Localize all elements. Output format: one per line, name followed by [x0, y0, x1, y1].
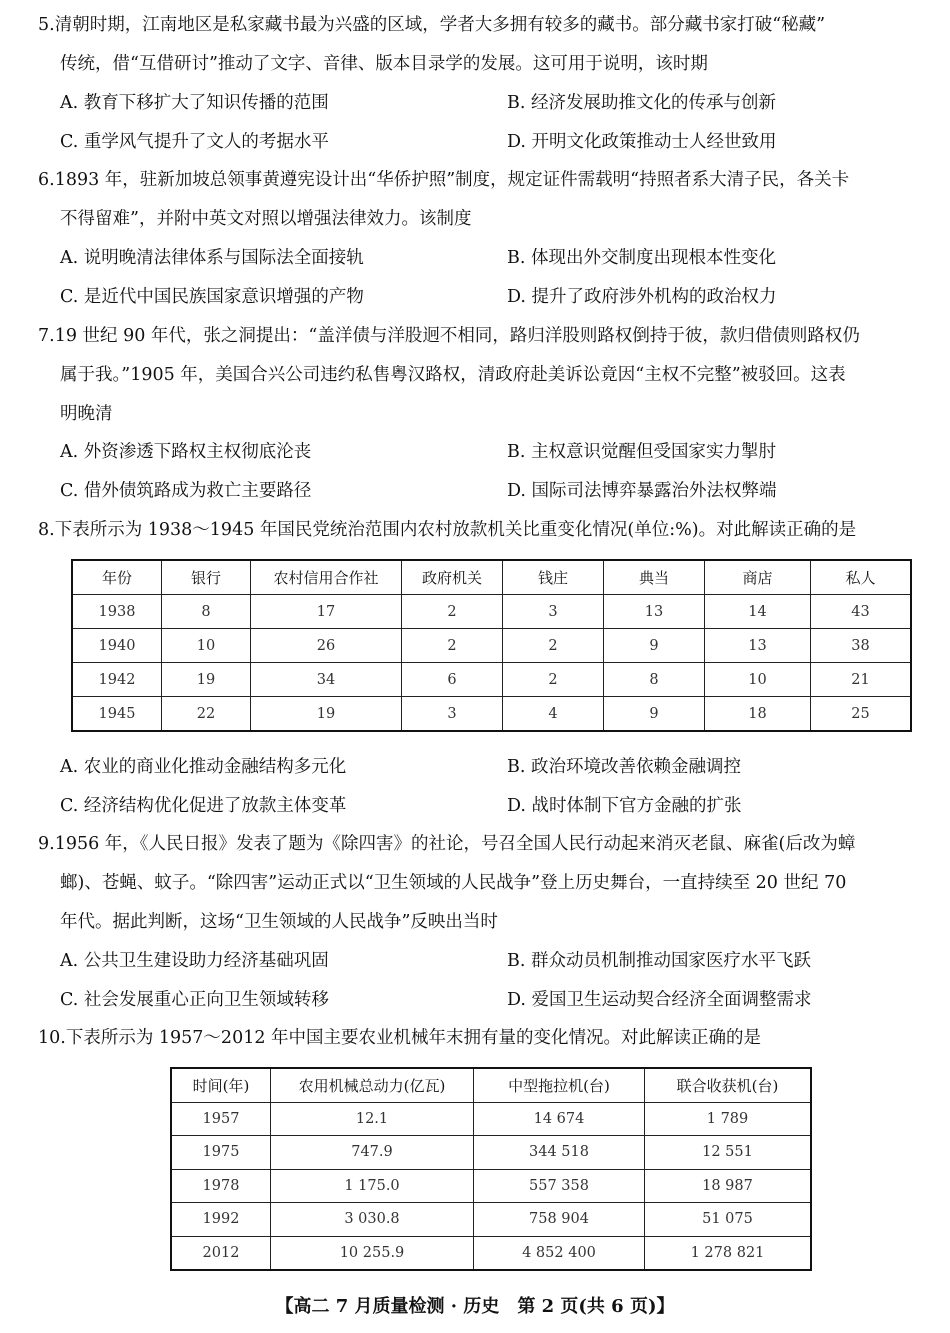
- question-7-line-1: 7.19 世纪 90 年代，张之洞提出：“盖洋债与洋股迥不相同，路归洋股则路权倒持于彼，款归借债则路权仍: [38, 326, 860, 346]
- table-cell: 9: [604, 697, 705, 732]
- table-row: [171, 1203, 811, 1237]
- option-a: A. 公共卫生建设助力经济基础巩固: [60, 951, 329, 971]
- option-a: A. 外资渗透下路权主权彻底沦丧: [60, 442, 312, 462]
- table-cell: 758 904: [474, 1203, 645, 1237]
- option-d: D. 爱国卫生运动契合经济全面调整需求: [507, 989, 812, 1010]
- option-c: C. 社会发展重心正向卫生领域转移: [60, 989, 329, 1010]
- table-cell: 9: [604, 629, 705, 663]
- option-d: D. 开明文化政策推动士人经世致用: [507, 131, 777, 152]
- question-6: [38, 161, 918, 239]
- option-b: B. 群众动员机制推动国家医疗水平飞跃: [507, 951, 811, 971]
- table-cell: 25: [811, 697, 912, 732]
- table-header: 联合收获机(台): [645, 1068, 812, 1102]
- option-a: A. 说明晚清法律体系与国际法全面接轨: [60, 248, 364, 268]
- table-cell: 1975: [171, 1136, 271, 1170]
- option-d: D. 提升了政府涉外机构的政治权力: [507, 286, 777, 307]
- table-cell: 1992: [171, 1203, 271, 1237]
- table-cell: 1945: [72, 697, 162, 732]
- table-header-row: [171, 1068, 811, 1102]
- table-cell: 1 789: [645, 1102, 812, 1136]
- table-row: [171, 1102, 811, 1136]
- question-9-options: [60, 942, 920, 1019]
- table-header: 商店: [705, 560, 811, 595]
- table-cell: 1978: [171, 1169, 271, 1203]
- question-6-options: [60, 239, 920, 316]
- table-header: 钱庄: [503, 560, 604, 595]
- table-cell: 10: [705, 663, 811, 697]
- table-cell: 22: [162, 697, 251, 732]
- table-cell: 13: [604, 595, 705, 629]
- table-cell: 4: [503, 697, 604, 732]
- question-10-line-1: 10.下表所示为 1957～2012 年中国主要农业机械年末拥有量的变化情况。对此解读正确的是: [38, 1028, 762, 1048]
- table-cell: 8: [604, 663, 705, 697]
- table-cell: 3: [503, 595, 604, 629]
- table-cell: 19: [251, 697, 402, 732]
- question-9-line-2: 螂)、苍蝇、蚊子。“除四害”运动正式以“卫生领域的人民战争”登上历史舞台，一直持续至 20 世纪 70: [60, 873, 847, 893]
- question-5-options: [60, 84, 920, 161]
- table-row: [72, 595, 911, 629]
- table-header-row: [72, 560, 911, 595]
- table-cell: 2: [503, 663, 604, 697]
- table-cell: 747.9: [271, 1136, 474, 1170]
- page-footer: 【高二 7 月质量检测 · 历史 第 2 页(共 6 页)】: [275, 1296, 675, 1317]
- table-cell: 2: [402, 629, 503, 663]
- table-cell: 10 255.9: [271, 1236, 474, 1270]
- table-cell: 1942: [72, 663, 162, 697]
- table-cell: 1 175.0: [271, 1169, 474, 1203]
- table-cell: 1957: [171, 1102, 271, 1136]
- option-c: C. 是近代中国民族国家意识增强的产物: [60, 286, 364, 307]
- table-cell: 12.1: [271, 1102, 474, 1136]
- question-8: [38, 511, 918, 550]
- option-d: D. 战时体制下官方金融的扩张: [507, 795, 742, 816]
- question-8-line-1: 8.下表所示为 1938～1945 年国民党统治范围内农村放款机关比重变化情况(单位:%)。对此解读正确的是: [38, 520, 857, 540]
- table-cell: 3: [402, 697, 503, 732]
- question-7-line-2: 属于我。”1905 年，美国合兴公司违约私售粤汉路权，清政府赴美诉讼竟因“主权不完整”被驳回。这表: [60, 365, 846, 385]
- question-7-line-3: 明晚清: [60, 404, 113, 424]
- option-a: A. 教育下移扩大了知识传播的范围: [60, 93, 329, 113]
- table-cell: 18 987: [645, 1169, 812, 1203]
- table-cell: 8: [162, 595, 251, 629]
- table-header: 银行: [162, 560, 251, 595]
- table-cell: 26: [251, 629, 402, 663]
- question-7: [38, 317, 918, 434]
- table-row: [72, 697, 911, 732]
- table-cell: 13: [705, 629, 811, 663]
- table-row: [72, 629, 911, 663]
- table-header: 年份: [72, 560, 162, 595]
- loan-agency-table: [71, 559, 912, 732]
- table-header: 私人: [811, 560, 912, 595]
- table-cell: 18: [705, 697, 811, 732]
- table-cell: 12 551: [645, 1136, 812, 1170]
- table-header: 政府机关: [402, 560, 503, 595]
- table-cell: 14: [705, 595, 811, 629]
- option-b: B. 政治环境改善依赖金融调控: [507, 757, 741, 777]
- table-row: [171, 1136, 811, 1170]
- table-cell: 1 278 821: [645, 1236, 812, 1270]
- option-c: C. 重学风气提升了文人的考据水平: [60, 131, 329, 152]
- question-9-line-1: 9.1956 年，《人民日报》发表了题为《除四害》的社论，号召全国人民行动起来消灭老鼠、麻雀(后改为蟑: [38, 834, 856, 854]
- table-row: [171, 1236, 811, 1270]
- table-cell: 557 358: [474, 1169, 645, 1203]
- table-row: [72, 663, 911, 697]
- table-header: 农用机械总动力(亿瓦): [271, 1068, 474, 1102]
- table-cell: 2: [503, 629, 604, 663]
- question-8-options: [60, 748, 920, 825]
- table-cell: 10: [162, 629, 251, 663]
- question-9: [38, 825, 918, 942]
- table-cell: 38: [811, 629, 912, 663]
- table-header: 中型拖拉机(台): [474, 1068, 645, 1102]
- table-cell: 2012: [171, 1236, 271, 1270]
- table-cell: 1940: [72, 629, 162, 663]
- table-header: 典当: [604, 560, 705, 595]
- table-cell: 21: [811, 663, 912, 697]
- table-header: 时间(年): [171, 1068, 271, 1102]
- table-cell: 3 030.8: [271, 1203, 474, 1237]
- question-10: [38, 1019, 918, 1058]
- question-7-options: [60, 433, 920, 510]
- table-cell: 51 075: [645, 1203, 812, 1237]
- table-header: 农村信用合作社: [251, 560, 402, 595]
- question-9-line-3: 年代。据此判断，这场“卫生领域的人民战争”反映出当时: [60, 912, 498, 932]
- table-cell: 19: [162, 663, 251, 697]
- table-cell: 6: [402, 663, 503, 697]
- table-cell: 2: [402, 595, 503, 629]
- option-c: C. 经济结构优化促进了放款主体变革: [60, 795, 347, 816]
- option-d: D. 国际司法博弈暴露治外法权弊端: [507, 480, 777, 501]
- table-cell: 1938: [72, 595, 162, 629]
- table-cell: 14 674: [474, 1102, 645, 1136]
- table-cell: 344 518: [474, 1136, 645, 1170]
- agri-machinery-table: [170, 1067, 812, 1271]
- table-cell: 34: [251, 663, 402, 697]
- question-6-line-2: 不得留难”，并附中英文对照以增强法律效力。该制度: [60, 209, 472, 229]
- question-5: [38, 6, 918, 84]
- option-a: A. 农业的商业化推动金融结构多元化: [60, 757, 347, 777]
- table-cell: 43: [811, 595, 912, 629]
- option-b: B. 主权意识觉醒但受国家实力掣肘: [507, 442, 776, 462]
- option-c: C. 借外债筑路成为救亡主要路径: [60, 480, 312, 501]
- question-5-line-1: 5.清朝时期，江南地区是私家藏书最为兴盛的区域，学者大多拥有较多的藏书。部分藏书家打破“秘藏”: [38, 15, 826, 35]
- option-b: B. 经济发展助推文化的传承与创新: [507, 93, 776, 113]
- option-b: B. 体现出外交制度出现根本性变化: [507, 248, 776, 268]
- table-cell: 17: [251, 595, 402, 629]
- question-6-line-1: 6.1893 年，驻新加坡总领事黄遵宪设计出“华侨护照”制度，规定证件需载明“持照者系大清子民，各关卡: [38, 170, 850, 190]
- table-cell: 4 852 400: [474, 1236, 645, 1270]
- table-row: [171, 1169, 811, 1203]
- question-5-line-2: 传统，借“互借研讨”推动了文字、音律、版本目录学的发展。这可用于说明，该时期: [60, 54, 708, 74]
